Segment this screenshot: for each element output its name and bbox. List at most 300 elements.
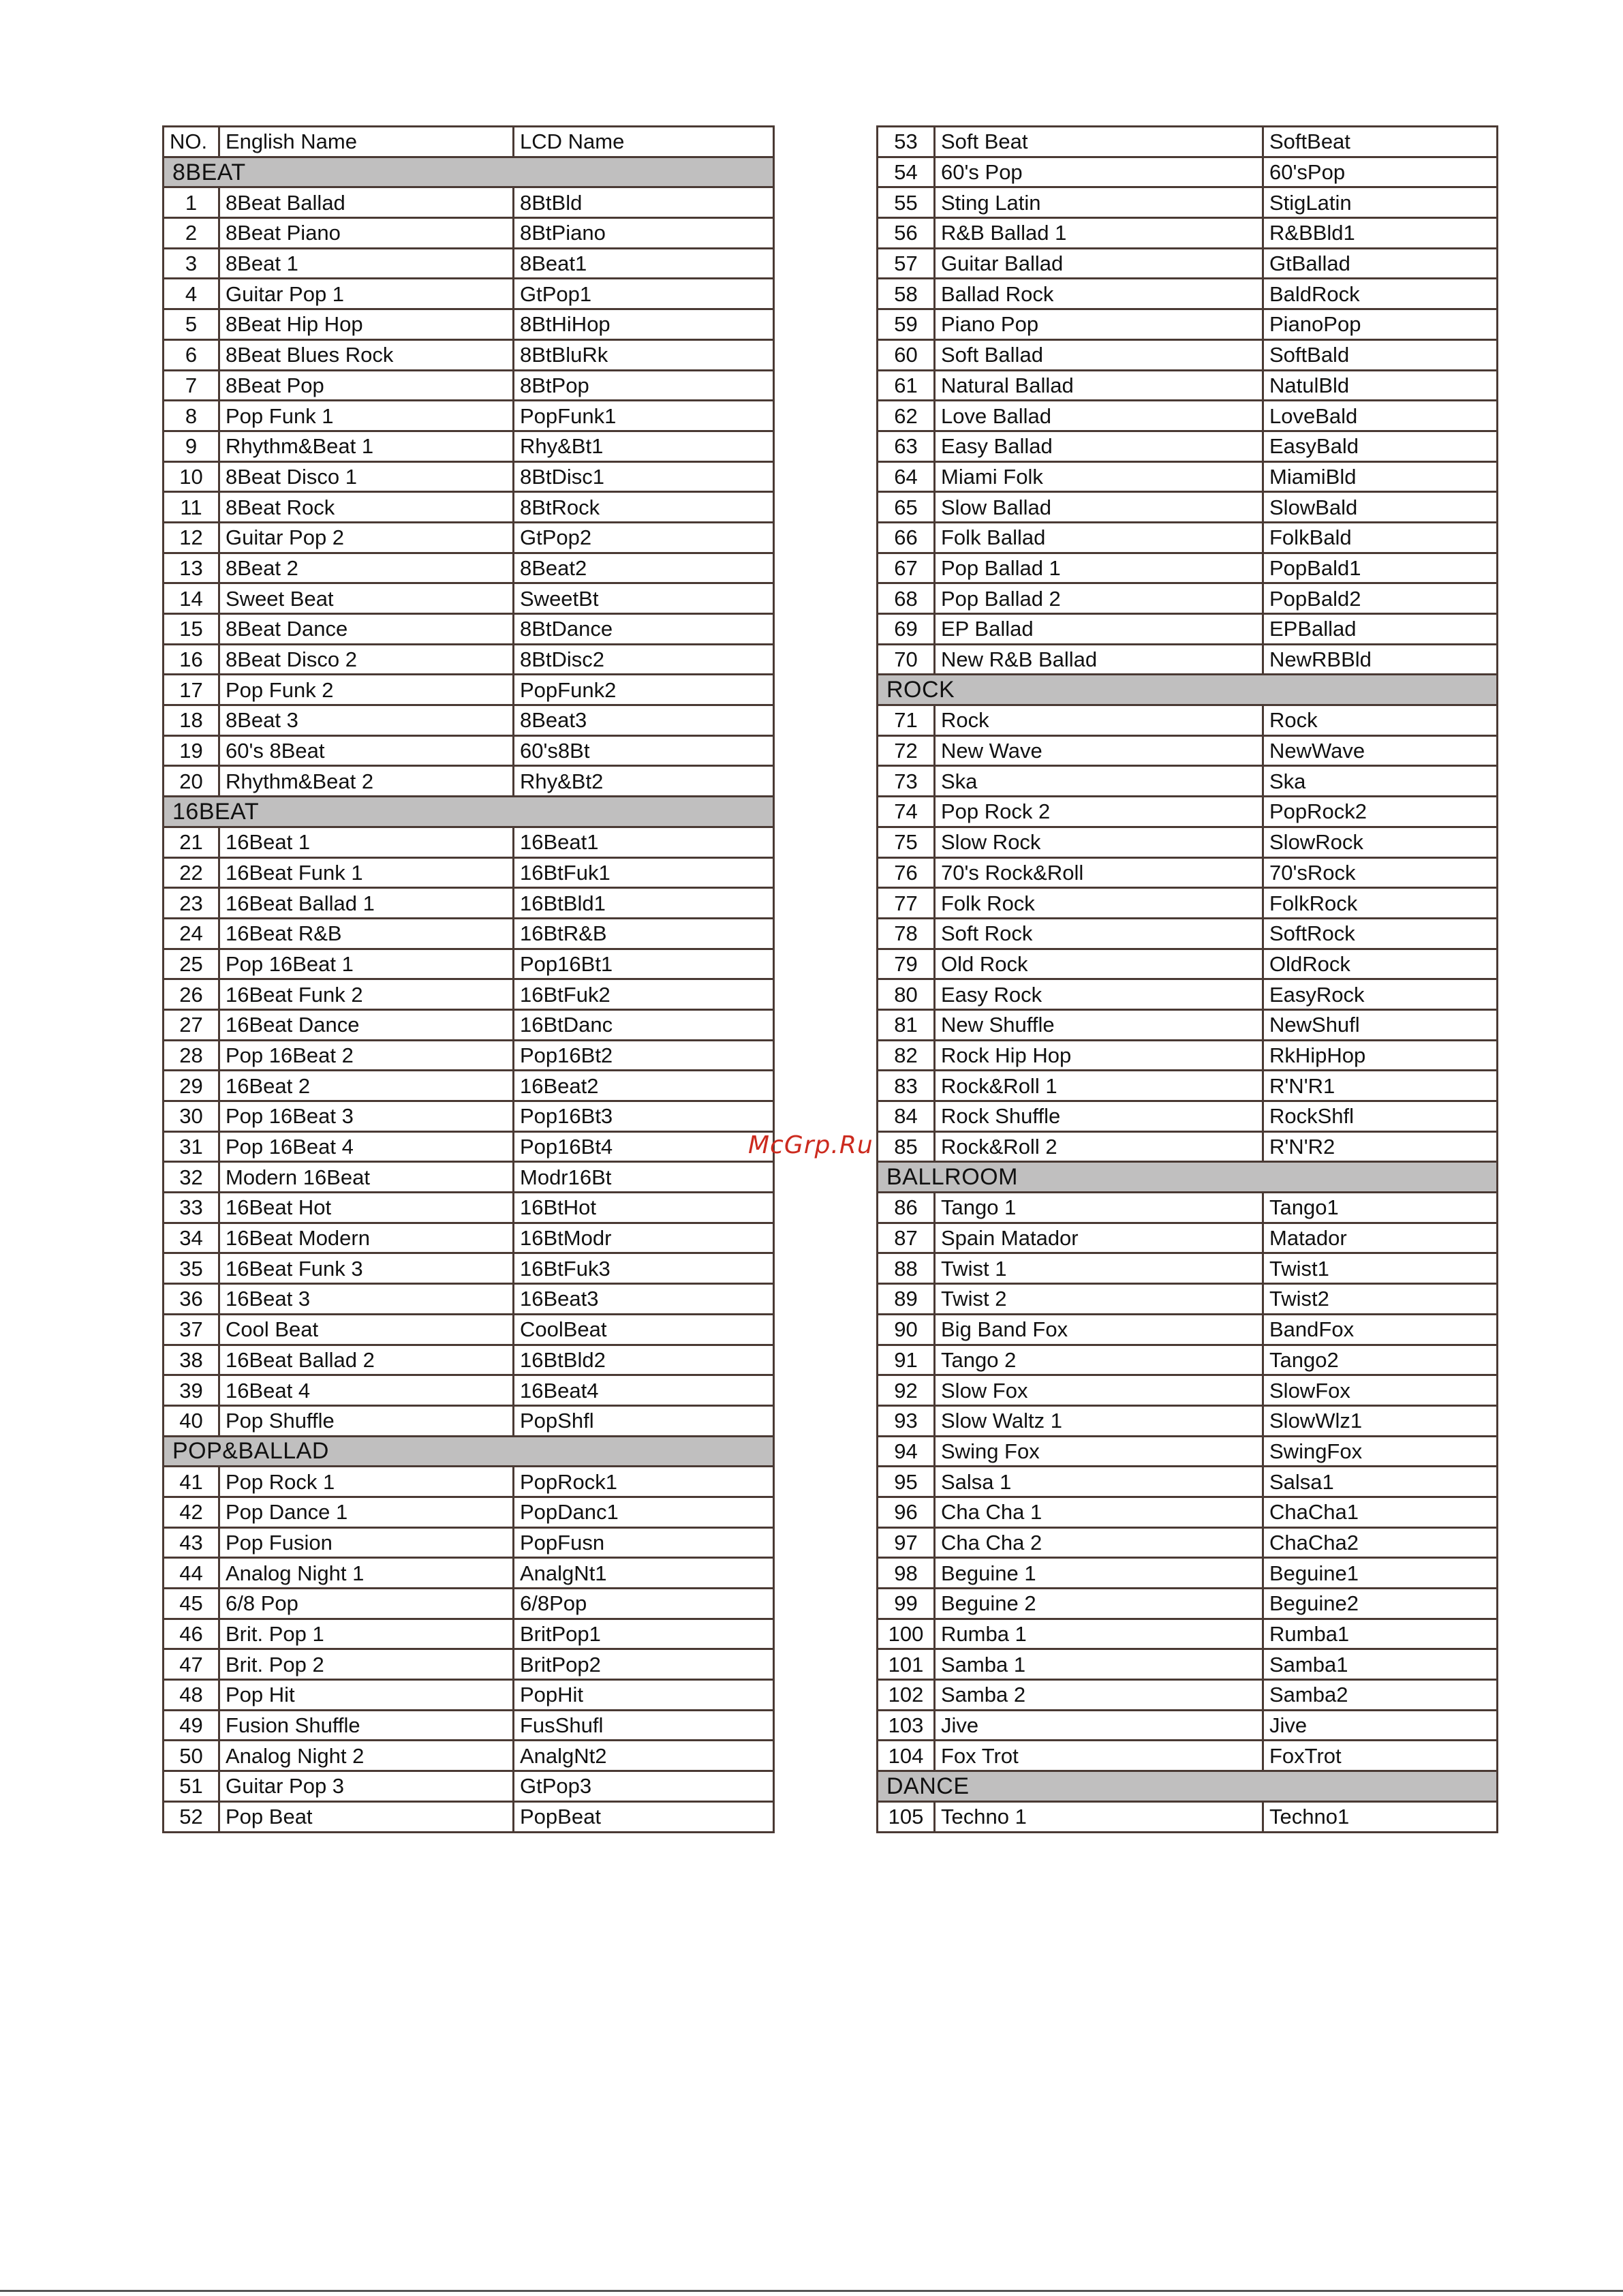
style-number: 19 — [164, 735, 219, 766]
english-name: Pop Ballad 2 — [935, 583, 1263, 614]
style-number: 60 — [878, 339, 935, 370]
english-name: 8Beat Dance — [219, 614, 514, 645]
lcd-name: MiamiBld — [1263, 461, 1498, 492]
style-number: 103 — [878, 1710, 935, 1741]
lcd-name: 8BtHiHop — [514, 309, 774, 340]
table-row — [878, 370, 1498, 401]
category-row — [878, 675, 1498, 705]
english-name: Rock&Roll 1 — [935, 1071, 1263, 1101]
english-name: Guitar Pop 1 — [219, 279, 514, 309]
style-number: 59 — [878, 309, 935, 340]
english-name: Swing Fox — [935, 1436, 1263, 1467]
english-name: Twist 2 — [935, 1284, 1263, 1315]
category-label: 16BEAT — [164, 797, 774, 827]
table-row — [164, 1314, 774, 1345]
english-name: 60's Pop — [935, 157, 1263, 187]
lcd-name: Pop16Bt2 — [514, 1040, 774, 1071]
lcd-name: EasyRock — [1263, 979, 1498, 1010]
style-number: 3 — [164, 248, 219, 279]
style-number: 49 — [164, 1710, 219, 1741]
style-number: 71 — [878, 705, 935, 736]
style-number: 74 — [878, 797, 935, 827]
table-row — [878, 888, 1498, 919]
table-row — [164, 1193, 774, 1223]
header-lcd-name: LCD Name — [514, 127, 774, 157]
english-name: Rock Shuffle — [935, 1101, 1263, 1132]
style-number: 87 — [878, 1223, 935, 1253]
lcd-name: SoftRock — [1263, 918, 1498, 949]
english-name: 16Beat Funk 2 — [219, 979, 514, 1010]
table-row — [164, 401, 774, 431]
table-row — [164, 1741, 774, 1771]
style-number: 93 — [878, 1405, 935, 1436]
table-row — [164, 1101, 774, 1132]
english-name: Cool Beat — [219, 1314, 514, 1345]
style-number: 53 — [878, 127, 935, 157]
english-name: Brit. Pop 1 — [219, 1619, 514, 1649]
lcd-name: OldRock — [1263, 949, 1498, 979]
lcd-name: AnalgNt1 — [514, 1558, 774, 1589]
lcd-name: PopBald1 — [1263, 553, 1498, 583]
english-name: Salsa 1 — [935, 1467, 1263, 1497]
style-number: 101 — [878, 1649, 935, 1680]
table-row — [164, 492, 774, 523]
lcd-name: 16BtFuk1 — [514, 857, 774, 888]
english-name: Brit. Pop 2 — [219, 1649, 514, 1680]
english-name: Jive — [935, 1710, 1263, 1741]
category-row — [878, 1771, 1498, 1802]
style-number: 25 — [164, 949, 219, 979]
english-name: Pop 16Beat 3 — [219, 1101, 514, 1132]
lcd-name: Twist2 — [1263, 1284, 1498, 1315]
english-name: Beguine 2 — [935, 1589, 1263, 1619]
english-name: Easy Ballad — [935, 431, 1263, 461]
english-name: Cha Cha 2 — [935, 1527, 1263, 1558]
lcd-name: SlowRock — [1263, 827, 1498, 857]
lcd-name: Tango1 — [1263, 1193, 1498, 1223]
style-number: 5 — [164, 309, 219, 340]
style-number: 90 — [878, 1314, 935, 1345]
english-name: 16Beat Ballad 2 — [219, 1345, 514, 1375]
style-number: 37 — [164, 1314, 219, 1345]
table-row — [878, 187, 1498, 218]
table-row — [878, 279, 1498, 309]
style-number: 15 — [164, 614, 219, 645]
lcd-name: 8BtDisc1 — [514, 461, 774, 492]
style-number: 32 — [164, 1162, 219, 1193]
style-number: 40 — [164, 1405, 219, 1436]
style-number: 43 — [164, 1527, 219, 1558]
lcd-name: 8BtDance — [514, 614, 774, 645]
table-row — [878, 1710, 1498, 1741]
lcd-name: 16BtFuk3 — [514, 1253, 774, 1284]
table-header — [164, 127, 774, 157]
table-row — [878, 583, 1498, 614]
lcd-name: EPBallad — [1263, 614, 1498, 645]
lcd-name: SlowBald — [1263, 492, 1498, 523]
table-row — [878, 1193, 1498, 1223]
style-number: 14 — [164, 583, 219, 614]
lcd-name: PianoPop — [1263, 309, 1498, 340]
english-name: 16Beat Dance — [219, 1009, 514, 1040]
english-name: Pop Fusion — [219, 1527, 514, 1558]
table-row — [878, 309, 1498, 340]
lcd-name: R'N'R1 — [1263, 1071, 1498, 1101]
english-name: Ska — [935, 766, 1263, 797]
english-name: Pop 16Beat 1 — [219, 949, 514, 979]
english-name: 16Beat Funk 1 — [219, 857, 514, 888]
english-name: Piano Pop — [935, 309, 1263, 340]
style-number: 24 — [164, 918, 219, 949]
table-row — [878, 553, 1498, 583]
style-number: 8 — [164, 401, 219, 431]
table-row — [878, 1405, 1498, 1436]
style-number: 56 — [878, 218, 935, 249]
style-number: 96 — [878, 1497, 935, 1527]
style-number: 104 — [878, 1741, 935, 1771]
lcd-name: Samba2 — [1263, 1680, 1498, 1711]
lcd-name: PopFunk1 — [514, 401, 774, 431]
lcd-name: PopFusn — [514, 1527, 774, 1558]
lcd-name: FolkRock — [1263, 888, 1498, 919]
style-number: 1 — [164, 187, 219, 218]
english-name: Fox Trot — [935, 1741, 1263, 1771]
table-row — [878, 1375, 1498, 1406]
style-number: 45 — [164, 1589, 219, 1619]
english-name: Miami Folk — [935, 461, 1263, 492]
english-name: Pop Shuffle — [219, 1405, 514, 1436]
lcd-name: Pop16Bt3 — [514, 1101, 774, 1132]
english-name: New Wave — [935, 735, 1263, 766]
table-row — [878, 1040, 1498, 1071]
english-name: Samba 1 — [935, 1649, 1263, 1680]
style-number: 22 — [164, 857, 219, 888]
category-label: 8BEAT — [164, 157, 774, 187]
lcd-name: FolkBald — [1263, 522, 1498, 553]
english-name: 8Beat Disco 2 — [219, 644, 514, 675]
english-name: Old Rock — [935, 949, 1263, 979]
lcd-name: 8Beat1 — [514, 248, 774, 279]
lcd-name: Beguine1 — [1263, 1558, 1498, 1589]
table-row — [164, 675, 774, 705]
table-row — [878, 949, 1498, 979]
category-row — [164, 797, 774, 827]
english-name: Sting Latin — [935, 187, 1263, 218]
english-name: Pop Rock 2 — [935, 797, 1263, 827]
english-name: 8Beat Hip Hop — [219, 309, 514, 340]
lcd-name: PopBeat — [514, 1801, 774, 1832]
style-number: 11 — [164, 492, 219, 523]
lcd-name: FusShufl — [514, 1710, 774, 1741]
table-row — [164, 735, 774, 766]
style-number: 72 — [878, 735, 935, 766]
style-number: 70 — [878, 644, 935, 675]
english-name: New R&B Ballad — [935, 644, 1263, 675]
lcd-name: RockShfl — [1263, 1101, 1498, 1132]
style-number: 105 — [878, 1801, 935, 1832]
table-row — [164, 888, 774, 919]
table-row — [878, 1223, 1498, 1253]
lcd-name: PopDanc1 — [514, 1497, 774, 1527]
lcd-name: 16Beat4 — [514, 1375, 774, 1406]
table-row — [164, 1253, 774, 1284]
english-name: 16Beat Ballad 1 — [219, 888, 514, 919]
english-name: 8Beat 3 — [219, 705, 514, 736]
english-name: Spain Matador — [935, 1223, 1263, 1253]
table-row — [164, 705, 774, 736]
style-number: 47 — [164, 1649, 219, 1680]
lcd-name: 8BtRock — [514, 492, 774, 523]
lcd-name: Jive — [1263, 1710, 1498, 1741]
table-row — [164, 553, 774, 583]
table-body-right — [878, 127, 1498, 1833]
style-number: 64 — [878, 461, 935, 492]
english-name: Big Band Fox — [935, 1314, 1263, 1345]
table-row — [878, 157, 1498, 187]
english-name: 16Beat 3 — [219, 1284, 514, 1315]
lcd-name: PopRock1 — [514, 1467, 774, 1497]
style-number: 17 — [164, 675, 219, 705]
lcd-name: 8BtPop — [514, 370, 774, 401]
table-row — [164, 248, 774, 279]
style-number: 86 — [878, 1193, 935, 1223]
english-name: EP Ballad — [935, 614, 1263, 645]
style-number: 98 — [878, 1558, 935, 1589]
english-name: Sweet Beat — [219, 583, 514, 614]
lcd-name: Techno1 — [1263, 1801, 1498, 1832]
table-row — [164, 522, 774, 553]
lcd-name: GtPop3 — [514, 1771, 774, 1802]
style-number: 34 — [164, 1223, 219, 1253]
english-name: Rhythm&Beat 1 — [219, 431, 514, 461]
table-row — [164, 1405, 774, 1436]
style-number: 95 — [878, 1467, 935, 1497]
lcd-name: 8BtBld — [514, 187, 774, 218]
style-number: 77 — [878, 888, 935, 919]
english-name: Rock&Roll 2 — [935, 1131, 1263, 1162]
table-row — [164, 1680, 774, 1711]
lcd-name: Beguine2 — [1263, 1589, 1498, 1619]
lcd-name: Rumba1 — [1263, 1619, 1498, 1649]
table-row — [164, 309, 774, 340]
table-row — [164, 1710, 774, 1741]
english-name: 16Beat Modern — [219, 1223, 514, 1253]
table-row — [878, 1619, 1498, 1649]
table-row — [878, 735, 1498, 766]
lcd-name: Salsa1 — [1263, 1467, 1498, 1497]
table-row — [164, 1131, 774, 1162]
lcd-name: AnalgNt2 — [514, 1741, 774, 1771]
table-row — [878, 1467, 1498, 1497]
header-row — [164, 127, 774, 157]
english-name: 8Beat Rock — [219, 492, 514, 523]
table-body-left — [164, 157, 774, 1832]
lcd-name: NewRBBld — [1263, 644, 1498, 675]
english-name: Soft Beat — [935, 127, 1263, 157]
table-row — [164, 1497, 774, 1527]
english-name: 16Beat Hot — [219, 1193, 514, 1223]
lcd-name: LoveBald — [1263, 401, 1498, 431]
english-name: Pop 16Beat 2 — [219, 1040, 514, 1071]
english-name: Slow Ballad — [935, 492, 1263, 523]
table-row — [164, 1009, 774, 1040]
lcd-name: SweetBt — [514, 583, 774, 614]
lcd-name: 70'sRock — [1263, 857, 1498, 888]
style-number: 51 — [164, 1771, 219, 1802]
lcd-name: 8Beat3 — [514, 705, 774, 736]
style-number: 61 — [878, 370, 935, 401]
english-name: Pop Dance 1 — [219, 1497, 514, 1527]
category-row — [164, 157, 774, 187]
english-name: 16Beat 1 — [219, 827, 514, 857]
english-name: 16Beat Funk 3 — [219, 1253, 514, 1284]
lcd-name: Pop16Bt1 — [514, 949, 774, 979]
style-number: 39 — [164, 1375, 219, 1406]
english-name: Beguine 1 — [935, 1558, 1263, 1589]
table-row — [164, 218, 774, 249]
style-number: 102 — [878, 1680, 935, 1711]
style-table-right — [876, 125, 1498, 1833]
watermark-text: McGrp.Ru — [748, 1131, 874, 1159]
english-name: 16Beat 2 — [219, 1071, 514, 1101]
style-number: 6 — [164, 339, 219, 370]
style-number: 84 — [878, 1101, 935, 1132]
english-name: Pop Beat — [219, 1801, 514, 1832]
table-row — [878, 1741, 1498, 1771]
lcd-name: PopFunk2 — [514, 675, 774, 705]
style-number: 42 — [164, 1497, 219, 1527]
style-number: 35 — [164, 1253, 219, 1284]
english-name: Guitar Ballad — [935, 248, 1263, 279]
english-name: Folk Ballad — [935, 522, 1263, 553]
lcd-name: 16Beat3 — [514, 1284, 774, 1315]
lcd-name: PopBald2 — [1263, 583, 1498, 614]
style-number: 75 — [878, 827, 935, 857]
lcd-name: Ska — [1263, 766, 1498, 797]
style-number: 79 — [878, 949, 935, 979]
table-row — [164, 644, 774, 675]
table-row — [878, 1649, 1498, 1680]
table-row — [878, 1527, 1498, 1558]
table-row — [164, 766, 774, 797]
style-number: 91 — [878, 1345, 935, 1375]
lcd-name: 16BtDanc — [514, 1009, 774, 1040]
english-name: Guitar Pop 2 — [219, 522, 514, 553]
lcd-name: Rock — [1263, 705, 1498, 736]
table-row — [878, 492, 1498, 523]
english-name: Love Ballad — [935, 401, 1263, 431]
table-row — [878, 827, 1498, 857]
english-name: 8Beat 2 — [219, 553, 514, 583]
style-number: 63 — [878, 431, 935, 461]
table-row — [164, 1771, 774, 1802]
table-row — [164, 1071, 774, 1101]
table-row — [878, 1680, 1498, 1711]
lcd-name: PopShfl — [514, 1405, 774, 1436]
table-row — [878, 1801, 1498, 1832]
table-row — [164, 1801, 774, 1832]
table-row — [878, 1284, 1498, 1315]
style-number: 13 — [164, 553, 219, 583]
style-number: 99 — [878, 1589, 935, 1619]
lcd-name: 16BtFuk2 — [514, 979, 774, 1010]
table-row — [878, 1131, 1498, 1162]
lcd-name: BritPop2 — [514, 1649, 774, 1680]
english-name: R&B Ballad 1 — [935, 218, 1263, 249]
table-row — [164, 1345, 774, 1375]
table-row — [164, 857, 774, 888]
lcd-name: Tango2 — [1263, 1345, 1498, 1375]
lcd-name: 8BtBluRk — [514, 339, 774, 370]
table-row — [878, 766, 1498, 797]
table-row — [164, 431, 774, 461]
english-name: Soft Rock — [935, 918, 1263, 949]
lcd-name: 8BtDisc2 — [514, 644, 774, 675]
english-name: 8Beat Ballad — [219, 187, 514, 218]
english-name: 70's Rock&Roll — [935, 857, 1263, 888]
english-name: Tango 2 — [935, 1345, 1263, 1375]
english-name: Soft Ballad — [935, 339, 1263, 370]
style-number: 31 — [164, 1131, 219, 1162]
lcd-name: 16BtBld2 — [514, 1345, 774, 1375]
table-row — [878, 614, 1498, 645]
english-name: 8Beat Blues Rock — [219, 339, 514, 370]
english-name: Slow Fox — [935, 1375, 1263, 1406]
style-table-left — [162, 125, 775, 1833]
lcd-name: GtPop2 — [514, 522, 774, 553]
english-name: Tango 1 — [935, 1193, 1263, 1223]
style-number: 94 — [878, 1436, 935, 1467]
table-row — [164, 827, 774, 857]
style-number: 76 — [878, 857, 935, 888]
style-number: 12 — [164, 522, 219, 553]
lcd-name: PopHit — [514, 1680, 774, 1711]
lcd-name: 16BtModr — [514, 1223, 774, 1253]
english-name: Pop 16Beat 4 — [219, 1131, 514, 1162]
table-row — [164, 1375, 774, 1406]
style-number: 48 — [164, 1680, 219, 1711]
table-row — [878, 918, 1498, 949]
english-name: Rumba 1 — [935, 1619, 1263, 1649]
table-row — [878, 127, 1498, 157]
lcd-name: Modr16Bt — [514, 1162, 774, 1193]
style-number: 67 — [878, 553, 935, 583]
english-name: 8Beat Disco 1 — [219, 461, 514, 492]
lcd-name: 60's8Bt — [514, 735, 774, 766]
lcd-name: R&BBld1 — [1263, 218, 1498, 249]
table-row — [164, 370, 774, 401]
table-row — [878, 705, 1498, 736]
style-number: 50 — [164, 1741, 219, 1771]
table-row — [878, 797, 1498, 827]
table-row — [164, 1589, 774, 1619]
category-row — [164, 1436, 774, 1467]
lcd-name: NewWave — [1263, 735, 1498, 766]
english-name: Analog Night 1 — [219, 1558, 514, 1589]
style-number: 58 — [878, 279, 935, 309]
table-row — [878, 339, 1498, 370]
english-name: 8Beat Piano — [219, 218, 514, 249]
table-row — [878, 1101, 1498, 1132]
table-row — [164, 1649, 774, 1680]
table-row — [164, 187, 774, 218]
lcd-name: FoxTrot — [1263, 1741, 1498, 1771]
style-number: 41 — [164, 1467, 219, 1497]
style-number: 100 — [878, 1619, 935, 1649]
english-name: Rhythm&Beat 2 — [219, 766, 514, 797]
style-number: 81 — [878, 1009, 935, 1040]
style-number: 78 — [878, 918, 935, 949]
